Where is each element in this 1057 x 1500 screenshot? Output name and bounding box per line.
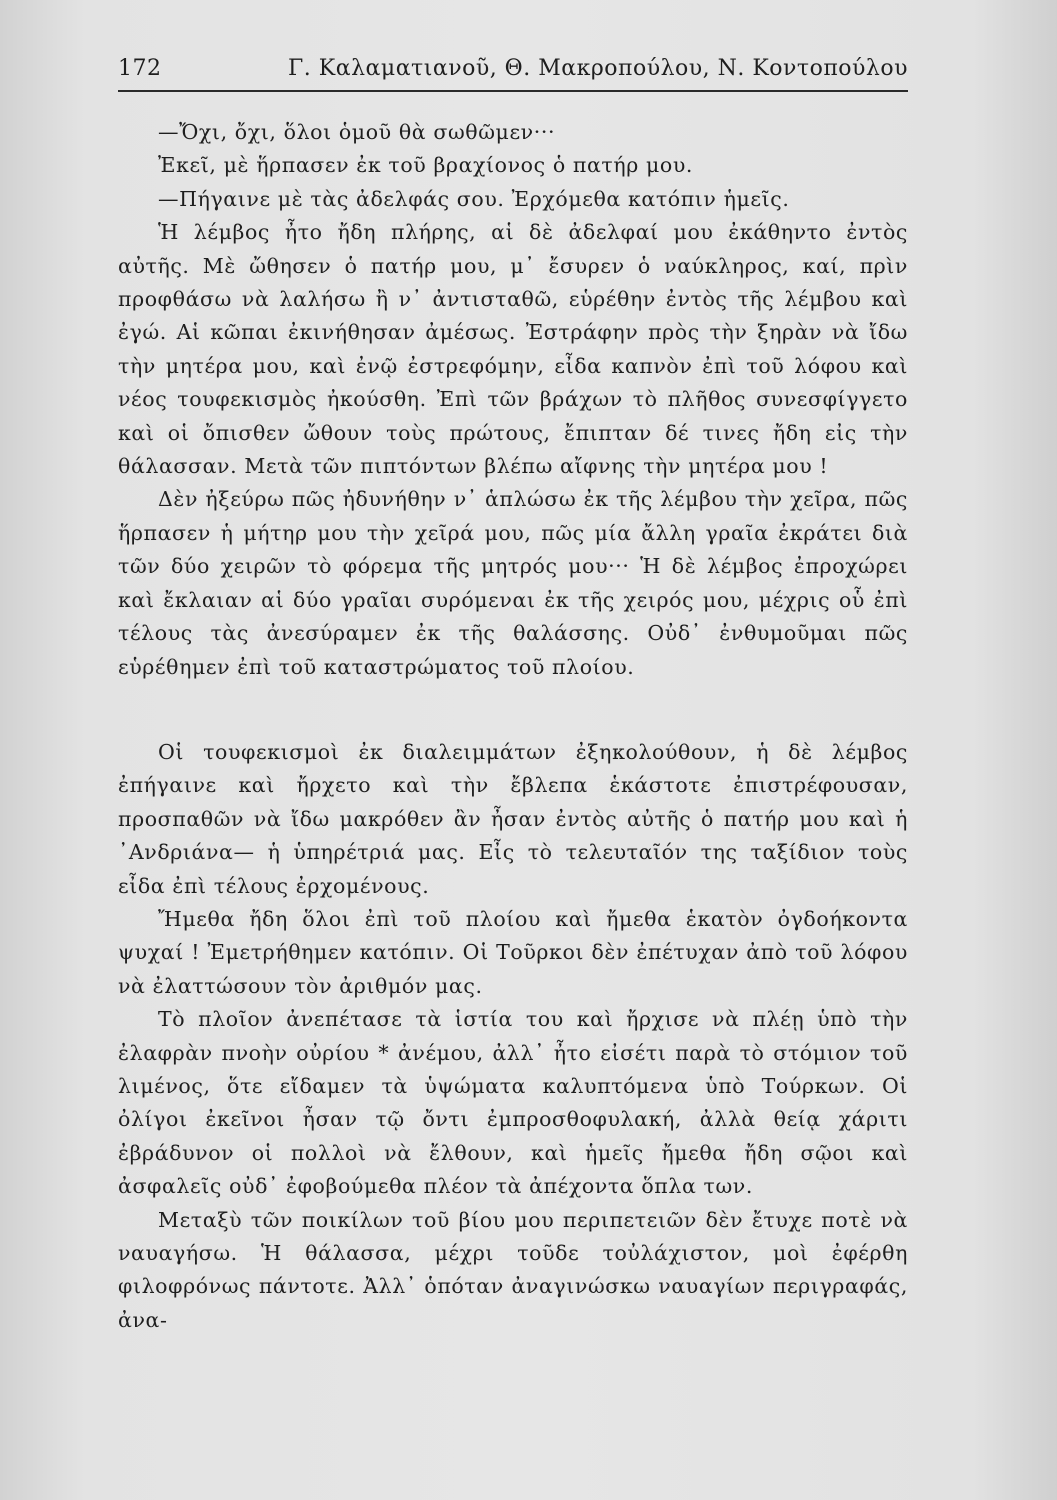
dialogue-line: —Πήγαινε μὲ τὰς ἀδελφάς σου. Ἐρχόμεθα κατόπιν ἡμεῖς. — [158, 186, 790, 211]
paragraph: Ἐκεῖ, μὲ ἥρπασεν ἐκ τοῦ βραχίονος ὁ πατήρ μου. — [158, 153, 694, 178]
running-title: Γ. Καλαματιανοῦ, Θ. Μακροπούλου, Ν. Κοντοπούλου — [288, 56, 908, 81]
paragraph: Μεταξὺ τῶν ποικίλων τοῦ βίου μου περιπετειῶν δὲν ἔτυχε ποτὲ νὰ ναυαγήσω. Ἡ θάλασσα, μέχρι τοῦδε τοὐλάχιστον, μοὶ ἐφέρθη φιλοφρόνως πάντοτε. Ἀλλ᾽ ὁπόταν ἀναγινώσκω ναυαγίων περιγραφάς, ἀνα- — [118, 1207, 908, 1332]
paragraph: Ἡ λέμβος ἦτο ἤδη πλήρης, αἱ δὲ ἀδελφαί μου ἐκάθηντο ἐντὸς αὐτῆς. Μὲ ὤθησεν ὁ πατήρ μου, μ᾽ ἔσυρεν ὁ ναύκληρος, καί, πρὶν προφθάσω νὰ λαλήσω ἢ ν᾽ ἀντισταθῶ, εὑρέθην ἐντὸς τῆς λέμβου καὶ ἐγώ. Αἱ κῶπαι ἐκινήθησαν ἀμέσως. Ἐστράφην πρὸς τὴν ξηρὰν νὰ ἴδω τὴν μητέρα μου, καὶ ἐνῷ ἐστρεφόμην, εἶδα καπνὸν ἐπὶ τοῦ λόφου καὶ νέος τουφεκισμὸς ἠκούσθη. Ἐπὶ τῶν βράχων τὸ πλῆθος συνεσφίγγετο καὶ οἱ ὄπισθεν ὤθουν τοὺς πρώτους, ἔπιπταν δέ τινες ἤδη εἰς τὴν θάλασσαν. Μετὰ τῶν πιπτόντων βλέπω αἴφνης τὴν μητέρα μου ! — [118, 220, 908, 479]
dialogue-line: —Ὄχι, ὄχι, ὅλοι ὁμοῦ θὰ σωθῶμεν··· — [158, 120, 556, 144]
paragraph: Οἱ τουφεκισμοὶ ἐκ διαλειμμάτων ἐξηκολούθουν, ἡ δὲ λέμβος ἐπήγαινε καὶ ἤρχετο καὶ τὴν ἔβλεπα ἑκάστοτε ἐπιστρέφουσαν, προσπαθῶν νὰ ἴδω μακρόθεν ἂν ἦσαν ἐντὸς αὐτῆς ὁ πατήρ μου καὶ ἡ ᾿Ανδριάνα— ἡ ὑπηρέτριά μας. Εἶς τὸ τελευταῖόν της ταξίδιον τοὺς εἶδα ἐπὶ τέλους ἐρχομένους. — [118, 739, 908, 898]
body-text — [118, 116, 908, 1337]
paragraph: Ἤμεθα ἤδη ὅλοι ἐπὶ τοῦ πλοίου καὶ ἤμεθα ἑκατὸν ὀγδοήκοντα ψυχαί ! Ἐμετρήθημεν κατόπιν. Οἱ Τοῦρκοι δὲν ἐπέτυχαν ἀπὸ τοῦ λόφου νὰ ἐλαττώσουν τὸν ἀριθμόν μας. — [118, 906, 908, 998]
paragraph: Δὲν ἠξεύρω πῶς ἠδυνήθην ν᾽ ἁπλώσω ἐκ τῆς λέμβου τὴν χεῖρα, πῶς ἥρπασεν ἡ μήτηρ μου τὴν χεῖρά μου, πῶς μία ἄλλη γραῖα ἐκράτει διὰ τῶν δύο χειρῶν τὸ φόρεμα τῆς μητρός μου··· Ἡ δὲ λέμβος ἐπροχώρει καὶ ἔκλαιαν αἱ δύο γραῖαι συρόμεναι ἐκ τῆς χειρός μου, μέχρις οὗ ἐπὶ τέλους τὰς ἀνεσύραμεν ἐκ τῆς θαλάσσης. Οὐδ᾽ ἐνθυμοῦμαι πῶς εὑρέθημεν ἐπὶ τοῦ καταστρώματος τοῦ πλοίου. — [118, 487, 908, 679]
section-break — [118, 684, 908, 736]
paragraph: Τὸ πλοῖον ἀνεπέτασε τὰ ἱστία του καὶ ἤρχισε νὰ πλέῃ ὑπὸ τὴν ἐλαφρὰν πνοὴν οὐρίου * ἀνέμου, ἀλλ᾽ ἦτο εἰσέτι παρὰ τὸ στόμιον τοῦ λιμένος, ὅτε εἴδαμεν τὰ ὑψώματα καλυπτόμενα ὑπὸ Τούρκων. Οἱ ὀλίγοι ἐκεῖνοι ἦσαν τῷ ὄντι ἐμπροσθοφυλακή, ἀλλὰ θείᾳ χάριτι ἐβράδυνον οἱ πολλοὶ νὰ ἔλθουν, καὶ ἡμεῖς ἤμεθα ἤδη σῷοι καὶ ἀσφαλεῖς οὐδ᾽ ἐφοβούμεθα πλέον τὰ ἀπέχοντα ὅπλα των. — [118, 1007, 908, 1199]
page-number: 172 — [118, 56, 162, 81]
page-header — [118, 50, 908, 92]
